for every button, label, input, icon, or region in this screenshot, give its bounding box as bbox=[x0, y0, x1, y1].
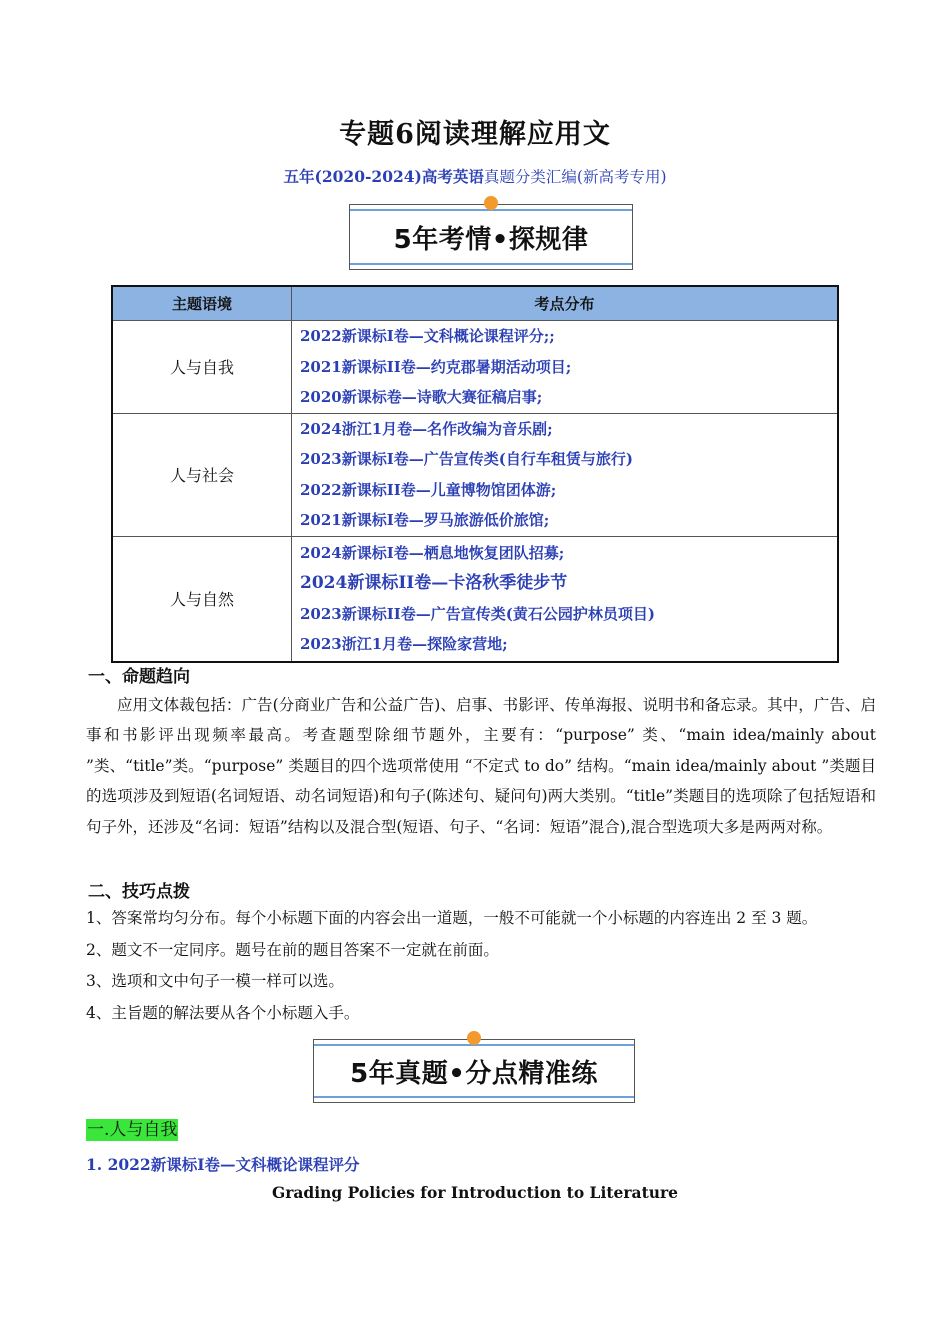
section-heading-tips: 二、技巧点拨 bbox=[88, 882, 190, 902]
exam-distribution-table bbox=[111, 285, 839, 663]
tip-item: 3、选项和文中句子一模一样可以选。 bbox=[86, 972, 344, 990]
passage-title: Grading Policies for Introduction to Literature bbox=[271, 1183, 679, 1202]
table-header-theme: 主题语境 bbox=[112, 286, 292, 321]
table-theme-cell: 人与自我 bbox=[112, 321, 292, 414]
question-title: 1. 2022新课标I卷—文科概论课程评分 bbox=[86, 1155, 360, 1174]
table-item: 2023浙江1月卷—探险家营地; bbox=[300, 635, 508, 654]
table-items-cell bbox=[292, 413, 839, 536]
table-theme-cell: 人与自然 bbox=[112, 536, 292, 662]
table-header-row bbox=[112, 286, 838, 321]
banner-exam-trends bbox=[349, 204, 633, 270]
tip-item: 2、题文不一定同序。题号在前的题目答案不一定就在前面。 bbox=[86, 940, 499, 959]
banner-label: 5年考情•探规律 bbox=[393, 224, 589, 255]
banner-practice bbox=[313, 1039, 635, 1103]
trends-paragraph: 应用文体裁包括：广告(分商业广告和公益广告)、启事、书影评、传单海报、说明书和备忘录。其中，广告、启事和书影评出现频率最高。考查题型除细节题外，主要有：“purpose” 类、“main idea/mainly about ”类、“title”类。“purpose” 类题目的四个选项常使用 “不定式 to do” 结构。“main idea/mainly about ”类题目的选项涉及到短语(名词短语、动名词短语)和句子(陈述句、疑问句)两大类别。“title”类题目的选项除了包括短语和句子外，还涉及“名词：短语”结构以及混合型(短语、句子、“名词：短语”混合),混合型选项大多是两两对称。 bbox=[86, 696, 876, 836]
table-item: 2020新课标卷—诗歌大赛征稿启事; bbox=[300, 388, 543, 406]
table-item: 2021新课标II卷—约克郡暑期活动项目; bbox=[300, 357, 572, 376]
table-items-cell bbox=[292, 321, 839, 414]
tips-list bbox=[86, 903, 886, 1029]
table-item: 2021新课标I卷—罗马旅游低价旅馆; bbox=[300, 511, 550, 529]
table-item: 2024新课标I卷—栖息地恢复团队招募; bbox=[300, 543, 565, 562]
subtitle-bold: 五年(2020-2024)高考英语 bbox=[283, 167, 484, 186]
table-item: 2022新课标II卷—儿童博物馆团体游; bbox=[300, 480, 557, 499]
table-item: 2022新课标I卷—文科概论课程评分;; bbox=[300, 327, 555, 345]
tip-item: 4、主旨题的解法要从各个小标题入手。 bbox=[86, 1003, 360, 1022]
table-item: 2023新课标II卷—广告宣传类(黄石公园护林员项目) bbox=[300, 604, 655, 623]
banner-label: 5年真题•分点精准练 bbox=[350, 1058, 598, 1089]
section-paragraph bbox=[86, 690, 876, 842]
section-heading-trends: 一、命题趋向 bbox=[88, 667, 190, 687]
table-header-points: 考点分布 bbox=[292, 286, 839, 321]
table-item: 2023新课标I卷—广告宣传类(自行车租赁与旅行) bbox=[300, 450, 633, 468]
table-item: 2024新课标II卷—卡洛秋季徒步节 bbox=[300, 573, 568, 594]
table-row bbox=[112, 413, 838, 536]
subtitle-normal: 真题分类汇编(新高考专用) bbox=[483, 168, 667, 186]
table-item: 2024浙江1月卷—名作改编为音乐剧; bbox=[300, 419, 553, 438]
part-label-highlight: 一.人与自我 bbox=[87, 1120, 178, 1140]
table-items-cell bbox=[292, 536, 839, 662]
table-row bbox=[112, 536, 838, 662]
tip-item: 1、答案常均匀分布。每个小标题下面的内容会出一道题，一般不可能就一个小标题的内容连出 2 至 3 题。 bbox=[86, 909, 818, 927]
page-title: 专题6阅读理解应用文 bbox=[339, 119, 611, 150]
table-row bbox=[112, 321, 838, 414]
page-subtitle bbox=[0, 165, 950, 187]
table-theme-cell: 人与社会 bbox=[112, 413, 292, 536]
